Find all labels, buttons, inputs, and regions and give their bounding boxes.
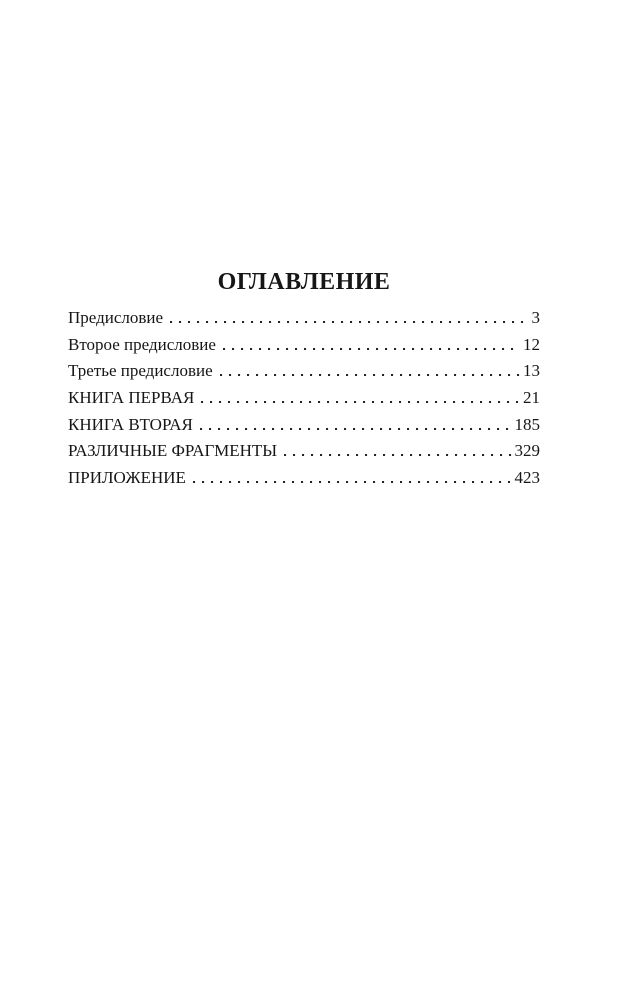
toc-entry <box>68 335 540 355</box>
toc-entry-label: Второе предисловие <box>68 334 216 354</box>
toc-entry <box>68 361 540 381</box>
toc-entry-page: 329 <box>514 441 540 461</box>
toc-entry-label: Предисловие <box>68 308 164 327</box>
table-of-contents <box>68 268 540 495</box>
dot-leader <box>220 374 520 376</box>
dot-leader <box>201 401 520 403</box>
toc-entry-label: КНИГА ВТОРАЯ <box>68 414 193 434</box>
toc-entry-page: 12 <box>523 334 540 354</box>
toc-entry-label: ПРИЛОЖЕНИЕ <box>68 468 186 488</box>
toc-entry <box>68 415 540 435</box>
dot-leader <box>170 321 528 323</box>
dot-leader <box>223 348 520 350</box>
toc-entry <box>68 308 540 328</box>
toc-title: ОГЛАВЛЕНИЕ <box>217 269 391 295</box>
toc-entry <box>68 441 540 461</box>
toc-entry-label: КНИГА ПЕРВАЯ <box>68 388 195 408</box>
dot-leader <box>193 481 512 483</box>
toc-entry-page: 423 <box>514 468 540 488</box>
dot-leader <box>200 428 512 430</box>
toc-entry <box>68 388 540 408</box>
toc-entry-page: 185 <box>514 414 540 434</box>
toc-entry <box>68 468 540 488</box>
toc-entry-page: 3 <box>531 308 540 327</box>
toc-list <box>68 308 540 488</box>
toc-entry-page: 13 <box>523 361 540 381</box>
toc-entry-label: РАЗЛИЧНЫЕ ФРАГМЕНТЫ <box>68 441 278 461</box>
toc-entry-page: 21 <box>523 388 540 408</box>
dot-leader <box>284 454 511 456</box>
toc-entry-label: Третье предисловие <box>68 361 213 381</box>
